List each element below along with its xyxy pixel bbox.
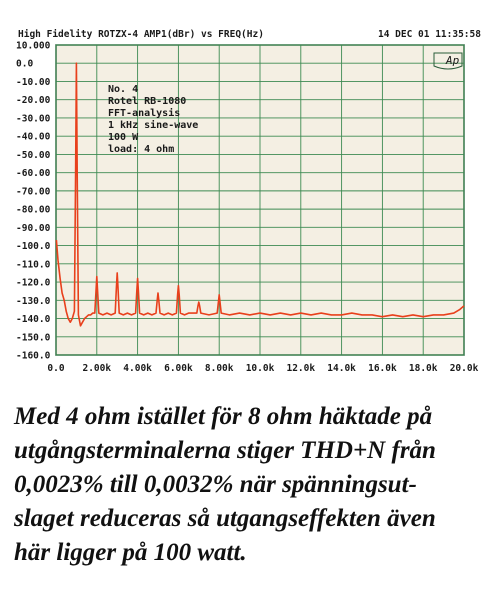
caption-line: Med 4 ohm istället för 8 ohm häktade på — [14, 403, 433, 430]
y-tick-label: -140.0 — [16, 314, 51, 326]
ap-logo-text: Ap — [446, 54, 460, 67]
x-tick-label: 20.0k — [449, 363, 479, 374]
x-tick-label: 12.0k — [286, 363, 316, 374]
x-tick-label: 18.0k — [408, 363, 438, 374]
y-tick-label: -20.00 — [16, 95, 51, 107]
annotation-line: Rotel RB-1080 — [108, 96, 187, 107]
caption-line: 0,0023% till 0,0032% när spänningsut- — [14, 471, 417, 498]
y-axis — [16, 41, 51, 362]
y-tick-label: -130.0 — [16, 295, 51, 307]
y-tick-label: -120.0 — [16, 277, 51, 289]
x-tick-label: 8.00k — [204, 363, 234, 374]
x-tick-label: 0.0 — [47, 363, 65, 374]
x-tick-label: 4.00k — [123, 363, 152, 374]
y-tick-label: -10.00 — [16, 76, 51, 88]
caption-line: här ligger på 100 watt. — [14, 539, 247, 566]
x-tick-label: 10.0k — [245, 363, 275, 374]
x-tick-label: 16.0k — [368, 363, 397, 374]
x-axis — [47, 363, 478, 374]
y-tick-label: -100.0 — [16, 241, 51, 253]
y-tick-label: -80.00 — [16, 204, 51, 216]
y-tick-label: -150.0 — [16, 332, 51, 344]
y-tick-label: -50.00 — [16, 149, 51, 161]
annotation-line: load: 4 ohm — [108, 144, 175, 155]
annotation-line: No. 4 — [108, 84, 139, 95]
y-tick-label: -70.00 — [16, 186, 51, 198]
y-tick-label: -110.0 — [16, 259, 51, 271]
annotation-line: 1 kHz sine-wave — [108, 120, 199, 131]
y-tick-label: -40.00 — [16, 131, 51, 143]
y-tick-label: -30.00 — [16, 113, 51, 125]
x-tick-label: 14.0k — [327, 363, 356, 374]
caption-line: slaget reduceras så utgangseffekten även — [14, 505, 436, 532]
y-tick-label: -90.00 — [16, 222, 51, 234]
annotation-line: 100 W — [108, 132, 139, 143]
header-right: 14 DEC 01 11:35:58 — [378, 29, 481, 40]
x-tick-label: 2.00k — [82, 363, 112, 374]
y-tick-label: -60.00 — [16, 168, 51, 180]
x-tick-label: 6.00k — [164, 363, 193, 374]
header-left: High Fidelity ROTZX-4 AMP1(dBr) vs FREQ(Hz) — [18, 29, 264, 40]
caption — [14, 400, 492, 570]
caption-line: utgångsterminalerna stiger THD+N från — [14, 437, 436, 464]
y-tick-label: -160.0 — [16, 350, 51, 362]
y-tick-label: 0.0 — [16, 58, 34, 70]
y-tick-label: 10.000 — [16, 40, 51, 52]
annotation-line: FFT-analysis — [108, 108, 181, 119]
